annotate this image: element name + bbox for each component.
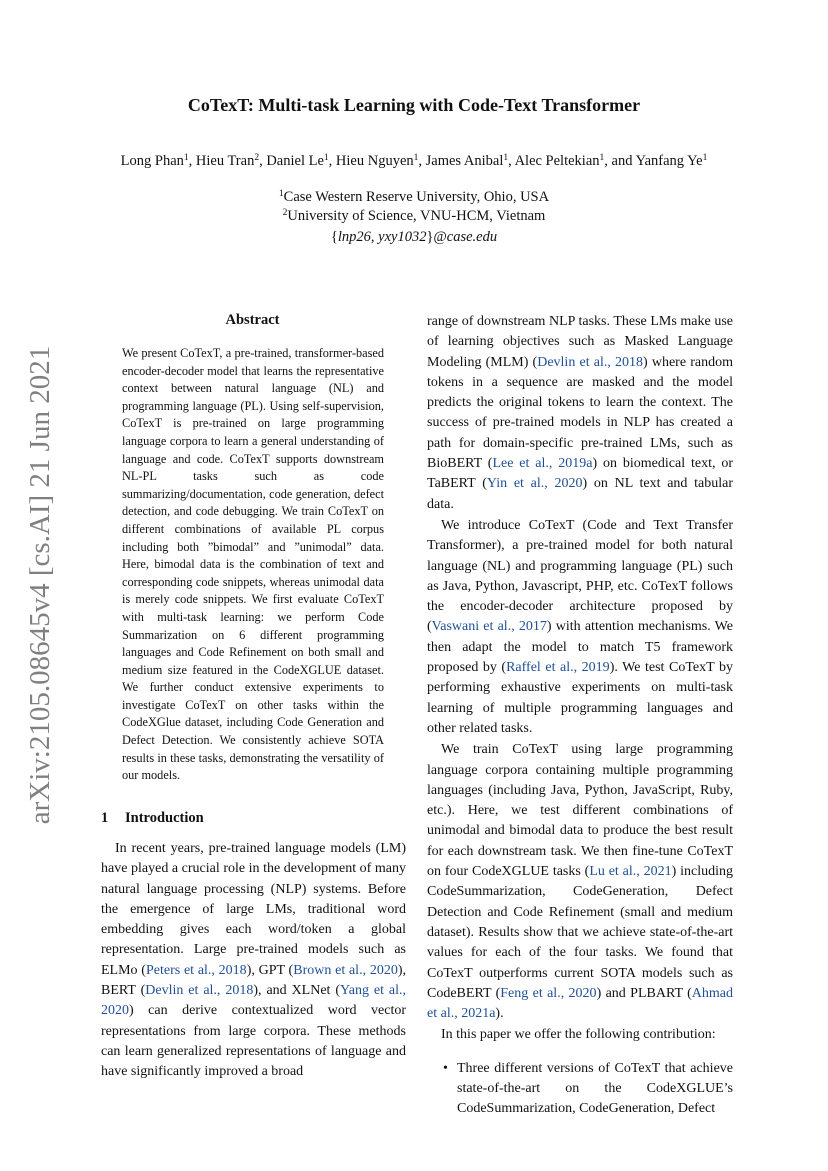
author-name: James Anibal bbox=[425, 153, 504, 169]
affiliation-2 bbox=[0, 208, 828, 225]
author-affiliation-mark: 1 bbox=[183, 153, 189, 163]
author-name: Daniel Le bbox=[266, 153, 324, 169]
arxiv-identifier[interactable]: arXiv:2105.08645v4 [cs.AI] 21 Jun 2021 bbox=[24, 345, 56, 825]
citation-link[interactable]: Feng et al., 2020 bbox=[500, 985, 597, 1001]
citation-link[interactable]: Raffel et al., 2019 bbox=[506, 660, 610, 676]
right-column bbox=[427, 312, 733, 1120]
citation-link[interactable]: Lu et al., 2021 bbox=[589, 864, 672, 880]
intro-paragraph-1 bbox=[101, 839, 406, 1083]
email-names: lnp26, yxy1032 bbox=[337, 229, 427, 245]
affiliation-text: Case Western Reserve University, Ohio, USA bbox=[283, 189, 550, 205]
author-name: Long Phan bbox=[120, 153, 184, 169]
intro-paragraph-2 bbox=[427, 516, 733, 739]
author-separator: , bbox=[259, 153, 267, 169]
email-brace-open: { bbox=[330, 229, 338, 245]
section-number: 1 bbox=[101, 810, 109, 826]
section-title: Introduction bbox=[125, 810, 204, 826]
affiliation-number: 1 bbox=[278, 189, 284, 199]
citation-link[interactable]: Peters et al., 2018 bbox=[145, 962, 247, 978]
author-separator: , and bbox=[604, 153, 636, 169]
author-name: Hieu Nguyen bbox=[335, 153, 414, 169]
author-affiliation-mark: 1 bbox=[702, 153, 708, 163]
citation-link[interactable]: Yin et al., 2020 bbox=[486, 476, 583, 492]
body-text: ) with attention mechanisms. We then adapt the model to match T5 framework proposed by ( bbox=[427, 619, 733, 676]
body-text: ). We test CoTexT by performing exhaustive experiments on multi-task learning of multiple programming languages and other related tasks. bbox=[427, 660, 733, 736]
affiliation-text: University of Science, VNU-HCM, Vietnam bbox=[287, 208, 546, 224]
author-affiliation-mark: 2 bbox=[254, 153, 260, 163]
body-text: range of downstream NLP tasks. These LMs make use of learning objectives such as Masked Language Modeling (MLM) ( bbox=[427, 314, 733, 370]
body-text: We introduce CoTexT (Code and Text Transfer Transformer), a pre-trained model for both natural language (NL) and programming language (PL) such as Java, Python, Javascript, PHP, etc. CoTexT follows the encoder-decoder architecture proposed by ( bbox=[427, 517, 733, 635]
body-text: ) on NL text and tabular data. bbox=[427, 476, 734, 512]
citation-link[interactable]: Brown et al., 2020 bbox=[293, 962, 398, 978]
left-column bbox=[101, 839, 406, 1083]
body-text: ) on biomedical text, or TaBERT ( bbox=[427, 456, 733, 492]
author-name: Hieu Tran bbox=[195, 153, 255, 169]
section-heading-introduction bbox=[101, 810, 406, 827]
intro-paragraph-3 bbox=[427, 740, 733, 1024]
contribution-list bbox=[427, 1059, 733, 1120]
author-affiliation-mark: 1 bbox=[503, 153, 509, 163]
author-separator: , bbox=[328, 153, 336, 169]
citation-link[interactable]: Lee et al., 2019a bbox=[492, 456, 593, 472]
body-text: In recent years, pre-trained language models (LM) have played a crucial role in the development of many natural language processing (NLP) systems. Before the emergence of large LMs, traditional word embedding gives each word/token a global representation. Large pre-trained models such as ELMo ( bbox=[101, 841, 406, 978]
body-text: We train CoTexT using large programming language corpora containing multiple programming languages (including Java, Python, JavaScript, Ruby, etc.). Here, we test different combinations of unimodal and bimodal data to produce the best result for each downstream task. We then fine-tune CoTexT on four CodeXGLUE tasks ( bbox=[427, 742, 733, 880]
intro-paragraph-1-continued bbox=[427, 312, 733, 515]
citation-link[interactable]: Devlin et al., 2018 bbox=[537, 354, 644, 370]
body-text: ), BERT ( bbox=[101, 962, 406, 999]
body-text: ) including CodeSummarization, CodeGeneration, Defect Detection and Code Refinement (small and medium dataset). Results show that we achieve state-of-the-art values for each of the four tasks. We found that CoTexT outperforms current SOTA models such as CodeBERT ( bbox=[427, 864, 733, 1001]
citation-link[interactable]: Ahmad et al., 2021a bbox=[427, 985, 733, 1022]
contribution-text: Three different versions of CoTexT that achieve state-of-the-art on the CodeXGLUE’s CodeSummarization, CodeGeneration, Defect bbox=[457, 1060, 733, 1117]
email-domain: @case.edu bbox=[433, 229, 498, 245]
citation-link[interactable]: Devlin et al., 2018 bbox=[145, 983, 254, 999]
abstract-heading: Abstract bbox=[225, 312, 280, 328]
body-text: ), GPT ( bbox=[246, 962, 294, 978]
author-name: Alec Peltekian bbox=[514, 153, 600, 169]
intro-paragraph-4: In this paper we offer the following contribution: bbox=[441, 1027, 716, 1043]
body-text: ) can derive contextualized word vector representations from large corpora. These methods can learn generalized representations of language and have significantly improved a broad bbox=[101, 1003, 406, 1080]
affiliation-1 bbox=[0, 189, 828, 206]
citation-link[interactable]: Yang et al., 2020 bbox=[101, 983, 406, 1019]
body-text: ) and PLBART ( bbox=[596, 985, 692, 1001]
author-list bbox=[0, 153, 828, 170]
body-text: ), and XLNet ( bbox=[253, 983, 341, 999]
bullet-icon: • bbox=[443, 1060, 448, 1076]
body-text: ). bbox=[495, 1006, 504, 1022]
author-separator: , bbox=[508, 153, 515, 169]
author-affiliation-mark: 1 bbox=[599, 153, 605, 163]
author-separator: , bbox=[188, 153, 196, 169]
author-affiliation-mark: 1 bbox=[413, 153, 419, 163]
author-affiliation-mark: 1 bbox=[323, 153, 329, 163]
author-name: Yanfang Ye bbox=[635, 153, 703, 169]
author-email[interactable] bbox=[0, 229, 828, 246]
body-text: ) where random tokens in a sequence are masked and the model predicts the original tokens to learn the context. The success of pre-trained models in NLP has created a path for domain-specific pre-trained LMs, such as BioBERT ( bbox=[427, 354, 733, 472]
abstract-text: We present CoTexT, a pre-trained, transformer-based encoder-decoder model that learns the representative context between natural language (NL) and programming language (PL). Using self-supervision, CoTexT is pre-trained on large programming language corpora to learn a general understanding of language and code. CoTexT supports downstream NL-PL tasks such as code summarizing/documentation, code generation, defect detection, and code debugging. We train CoTexT on different combinations of available PL corpus including both ”bimodal” and ”unimodal” data. Here, bimodal data is the combination of text and corresponding code snippets, whereas unimodal data is merely code snippets. We first evaluate CoTexT with multi-task learning: we perform Code Summarization on 6 different programming languages and Code Refinement on both small and medium size featured in the CodeXGLUE dataset. We further conduct extensive experiments to investigate CoTexT on other tasks within the CodeXGlue dataset, including Code Generation and Defect Detection. We consistently achieve SOTA results in these tasks, demonstrating the versatility of our models. bbox=[122, 346, 384, 783]
author-separator: , bbox=[418, 153, 426, 169]
contribution-item bbox=[427, 1059, 733, 1120]
affiliation-number: 2 bbox=[282, 208, 288, 218]
citation-link[interactable]: Vaswani et al., 2017 bbox=[431, 619, 547, 635]
email-brace-close: } bbox=[426, 229, 434, 245]
paper-title: CoTexT: Multi-task Learning with Code-Text Transformer bbox=[187, 95, 641, 115]
